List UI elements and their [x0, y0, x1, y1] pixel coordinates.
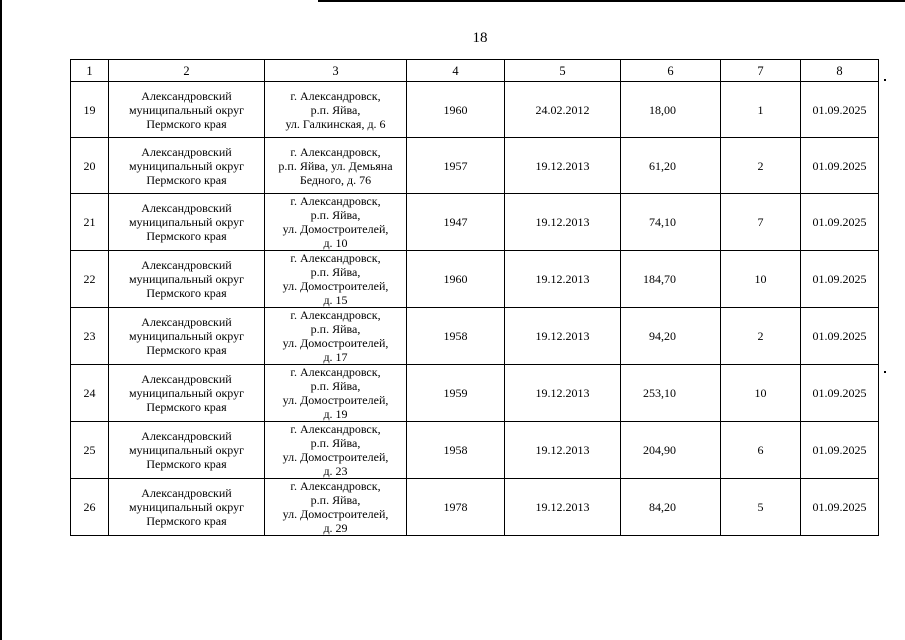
count-cell: 10 [721, 251, 801, 308]
owner-cell-line: Александровский [141, 258, 232, 272]
year-cell: 1958 [407, 422, 505, 479]
owner-cell-line: муниципальный округ [128, 272, 245, 286]
address-cell-line: д. 17 [323, 350, 348, 364]
header-row [71, 60, 879, 82]
count-cell: 7 [721, 194, 801, 251]
owner-cell [109, 365, 265, 422]
area-cell: 18,00 [621, 82, 721, 138]
row-number-cell: 24 [71, 365, 109, 422]
scan-speck [884, 371, 886, 373]
address-cell [265, 138, 407, 194]
owner-cell [109, 138, 265, 194]
year-cell: 1960 [407, 251, 505, 308]
address-cell-line: ул. Домостроителей, [282, 222, 389, 236]
address-cell-line: ул. Домостроителей, [282, 450, 389, 464]
count-cell: 6 [721, 422, 801, 479]
area-cell: 184,70 [621, 251, 721, 308]
date-cell: 19.12.2013 [505, 138, 621, 194]
address-cell-line: ул. Домостроителей, [282, 507, 389, 521]
owner-cell-line: муниципальный округ [128, 329, 245, 343]
row-number-cell: 22 [71, 251, 109, 308]
address-cell-line: Бедного, д. 76 [299, 172, 372, 187]
owner-cell-line: Александровский [141, 88, 232, 103]
column-header-6: 6 [621, 60, 721, 82]
owner-cell-line: Пермского края [146, 457, 227, 471]
area-cell: 94,20 [621, 308, 721, 365]
address-cell [265, 251, 407, 308]
column-header-3: 3 [265, 60, 407, 82]
address-cell-line: д. 19 [323, 407, 348, 421]
address-cell-line: р.п. Яйва, ул. Демьяна [278, 158, 393, 173]
column-header-8: 8 [801, 60, 879, 82]
table-row [71, 365, 879, 422]
table-row [71, 194, 879, 251]
row-number-cell: 21 [71, 194, 109, 251]
deadline-cell: 01.09.2025 [801, 138, 879, 194]
address-cell-line: р.п. Яйва, [310, 102, 361, 117]
address-cell-line: ул. Домостроителей, [282, 393, 389, 407]
date-cell: 19.12.2013 [505, 422, 621, 479]
year-cell: 1959 [407, 365, 505, 422]
column-header-2: 2 [109, 60, 265, 82]
count-cell: 1 [721, 82, 801, 138]
year-cell: 1960 [407, 82, 505, 138]
owner-cell-line: муниципальный округ [128, 102, 245, 117]
column-header-5: 5 [505, 60, 621, 82]
owner-cell [109, 82, 265, 138]
row-number-cell: 26 [71, 479, 109, 536]
deadline-cell: 01.09.2025 [801, 82, 879, 138]
address-cell-line: г. Александровск, [290, 479, 381, 493]
table-row [71, 422, 879, 479]
registry-table [70, 59, 879, 536]
deadline-cell: 01.09.2025 [801, 479, 879, 536]
address-cell [265, 422, 407, 479]
address-cell-line: д. 10 [323, 236, 348, 250]
owner-cell-line: Пермского края [146, 229, 227, 243]
owner-cell-line: Александровский [141, 201, 232, 215]
count-cell: 10 [721, 365, 801, 422]
address-cell-line: ул. Домостроителей, [282, 279, 389, 293]
owner-cell-line: муниципальный округ [128, 215, 245, 229]
owner-cell-line: Пермского края [146, 172, 227, 187]
date-cell: 19.12.2013 [505, 365, 621, 422]
owner-cell-line: муниципальный округ [128, 158, 245, 173]
area-cell: 74,10 [621, 194, 721, 251]
table-row [71, 82, 879, 138]
owner-cell-line: Александровский [141, 315, 232, 329]
date-cell: 19.12.2013 [505, 194, 621, 251]
table-body [71, 82, 879, 536]
deadline-cell: 01.09.2025 [801, 194, 879, 251]
owner-cell-line: Пермского края [146, 343, 227, 357]
address-cell-line: р.п. Яйва, [310, 208, 361, 222]
address-cell-line: г. Александровск, [290, 308, 381, 322]
year-cell: 1978 [407, 479, 505, 536]
owner-cell-line: муниципальный округ [128, 443, 245, 457]
table-row [71, 138, 879, 194]
year-cell: 1958 [407, 308, 505, 365]
owner-cell-line: муниципальный округ [128, 500, 245, 514]
page-number: 18 [472, 30, 488, 46]
area-cell: 253,10 [621, 365, 721, 422]
column-header-7: 7 [721, 60, 801, 82]
address-cell-line: ул. Домостроителей, [282, 336, 389, 350]
scan-speck [884, 79, 886, 81]
address-cell-line: г. Александровск, [290, 194, 381, 208]
area-cell: 61,20 [621, 138, 721, 194]
owner-cell-line: Александровский [141, 486, 232, 500]
owner-cell [109, 479, 265, 536]
table-row [71, 479, 879, 536]
year-cell: 1947 [407, 194, 505, 251]
area-cell: 204,90 [621, 422, 721, 479]
address-cell [265, 365, 407, 422]
count-cell: 5 [721, 479, 801, 536]
address-cell-line: г. Александровск, [290, 144, 381, 159]
address-cell [265, 194, 407, 251]
scan-edge-top [318, 0, 905, 2]
deadline-cell: 01.09.2025 [801, 365, 879, 422]
owner-cell-line: Александровский [141, 144, 232, 159]
owner-cell [109, 251, 265, 308]
owner-cell-line: Пермского края [146, 514, 227, 528]
owner-cell-line: Пермского края [146, 116, 227, 131]
address-cell-line: г. Александровск, [290, 365, 381, 379]
address-cell-line: р.п. Яйва, [310, 322, 361, 336]
count-cell: 2 [721, 308, 801, 365]
deadline-cell: 01.09.2025 [801, 251, 879, 308]
date-cell: 19.12.2013 [505, 479, 621, 536]
address-cell-line: р.п. Яйва, [310, 265, 361, 279]
deadline-cell: 01.09.2025 [801, 308, 879, 365]
row-number-cell: 23 [71, 308, 109, 365]
address-cell-line: ул. Галкинская, д. 6 [285, 116, 386, 131]
date-cell: 19.12.2013 [505, 308, 621, 365]
column-header-4: 4 [407, 60, 505, 82]
owner-cell-line: Александровский [141, 372, 232, 386]
address-cell [265, 479, 407, 536]
row-number-cell: 25 [71, 422, 109, 479]
address-cell-line: д. 15 [323, 293, 348, 307]
address-cell-line: г. Александровск, [290, 88, 381, 103]
address-cell-line: д. 29 [323, 521, 348, 535]
address-cell [265, 82, 407, 138]
owner-cell-line: Александровский [141, 429, 232, 443]
owner-cell [109, 308, 265, 365]
row-number-cell: 20 [71, 138, 109, 194]
address-cell-line: р.п. Яйва, [310, 379, 361, 393]
area-cell: 84,20 [621, 479, 721, 536]
date-cell: 19.12.2013 [505, 251, 621, 308]
date-cell: 24.02.2012 [505, 82, 621, 138]
year-cell: 1957 [407, 138, 505, 194]
address-cell-line: р.п. Яйва, [310, 436, 361, 450]
address-cell-line: д. 23 [323, 464, 348, 478]
owner-cell-line: Пермского края [146, 400, 227, 414]
column-header-1: 1 [71, 60, 109, 82]
deadline-cell: 01.09.2025 [801, 422, 879, 479]
address-cell-line: г. Александровск, [290, 251, 381, 265]
address-cell [265, 308, 407, 365]
owner-cell-line: Пермского края [146, 286, 227, 300]
count-cell: 2 [721, 138, 801, 194]
address-cell-line: р.п. Яйва, [310, 493, 361, 507]
table-row [71, 251, 879, 308]
row-number-cell: 19 [71, 82, 109, 138]
address-cell-line: г. Александровск, [290, 422, 381, 436]
owner-cell-line: муниципальный округ [128, 386, 245, 400]
owner-cell [109, 422, 265, 479]
table-row [71, 308, 879, 365]
scan-edge-left [0, 0, 2, 640]
owner-cell [109, 194, 265, 251]
